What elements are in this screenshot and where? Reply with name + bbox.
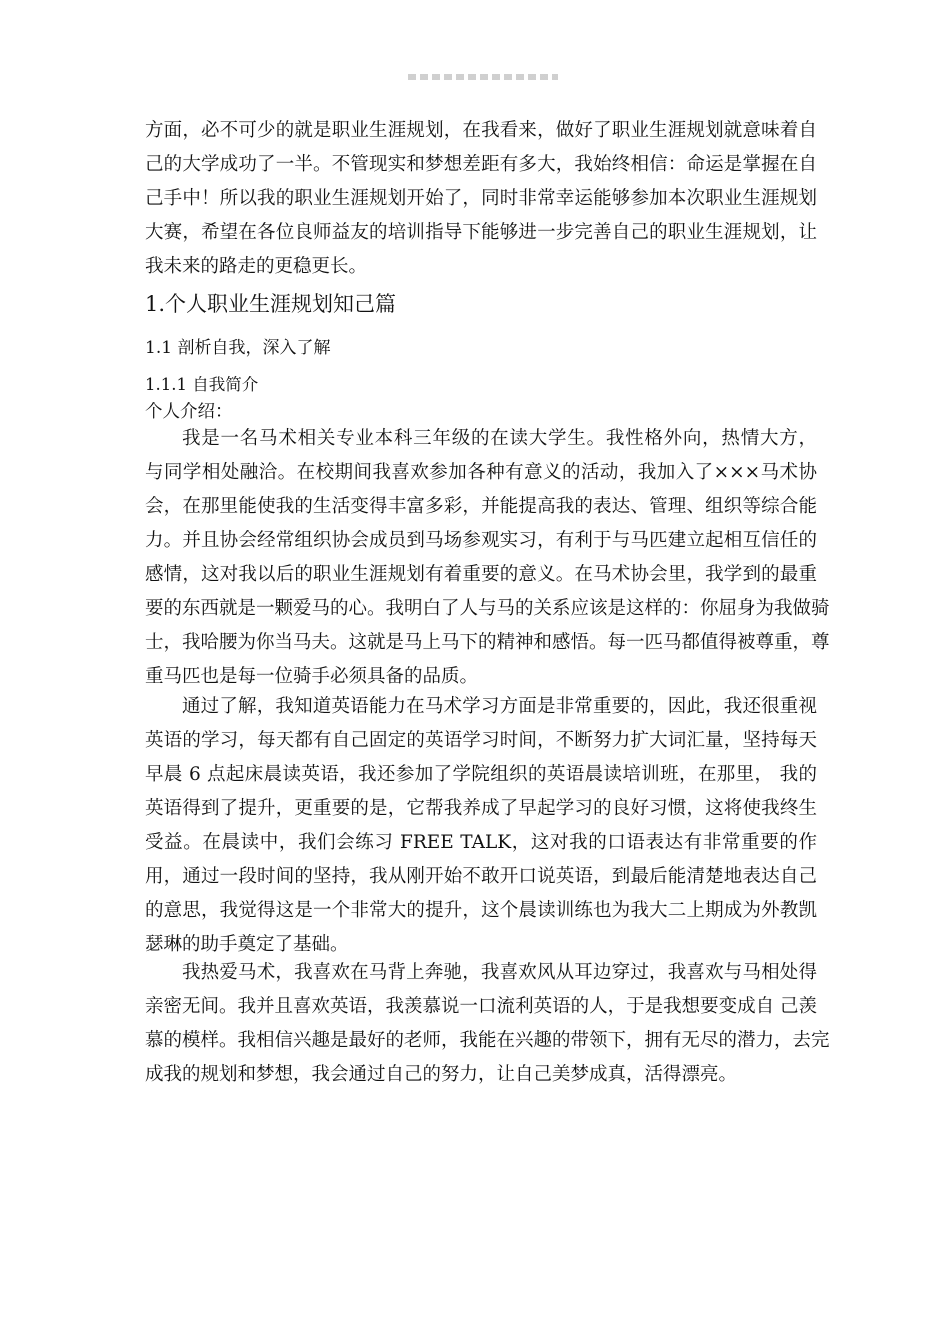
text-line: 受益。在晨读中，我们会练习 FREE TALK，这对我的口语表达有非常重要的作 <box>145 832 817 853</box>
text-line: 重马匹也是每一位骑手必须具备的品质。 <box>145 666 479 687</box>
page-header-mark <box>408 74 558 80</box>
section-heading: 1.个人职业生涯规划知己篇 <box>145 292 397 316</box>
text-line: 己的大学成功了一半。不管现实和梦想差距有多大，我始终相信：命运是掌握在自 <box>145 154 817 175</box>
intro-paragraph <box>145 114 817 284</box>
text-line: 感情，这对我以后的职业生涯规划有着重要的意义。在马术协会里，我学到的最重 <box>145 564 817 585</box>
text-line: 早晨 6 点起床晨读英语，我还参加了学院组织的英语晨读培训班，在那里， 我的 <box>145 764 817 785</box>
text-line: 成我的规划和梦想，我会通过自己的努力，让自己美梦成真，活得漂亮。 <box>145 1064 738 1085</box>
subsection-heading: 1.1 剖析自我，深入了解 <box>145 338 331 358</box>
paragraph-3 <box>145 956 830 1092</box>
text-line: 我热爱马术，我喜欢在马背上奔驰，我喜欢风从耳边穿过，我喜欢与马相处得 <box>182 962 817 983</box>
subsubsection-heading: 1.1.1 自我简介 <box>145 375 259 394</box>
text-line: 我是一名马术相关专业本科三年级的在读大学生。我性格外向，热情大方， <box>182 428 817 449</box>
text-line: 方面，必不可少的就是职业生涯规划，在我看来，做好了职业生涯规划就意味着自 <box>145 120 817 141</box>
paragraph-2 <box>145 690 817 962</box>
text-line: 大赛，希望在各位良师益友的培训指导下能够进一步完善自己的职业生涯规划，让 <box>145 222 817 243</box>
text-line: 我未来的路走的更稳更长。 <box>145 256 368 277</box>
text-line: 瑟琳的助手奠定了基础。 <box>145 934 349 955</box>
text-line: 要的东西就是一颗爱马的心。我明白了人与马的关系应该是这样的：你屈身为我做骑 <box>145 598 830 619</box>
text-line: 英语的学习，每天都有自己固定的英语学习时间，不断努力扩大词汇量，坚持每天 <box>145 730 817 751</box>
text-line: 己手中！所以我的职业生涯规划开始了，同时非常幸运能够参加本次职业生涯规划 <box>145 188 817 209</box>
paragraph-1 <box>145 422 830 694</box>
text-line: 亲密无间。我并且喜欢英语，我羡慕说一口流利英语的人，于是我想要变成自 己羡 <box>145 996 817 1017</box>
text-line: 通过了解，我知道英语能力在马术学习方面是非常重要的，因此，我还很重视 <box>182 696 817 717</box>
text-line: 力。并且协会经常组织协会成员到马场参观实习，有利于与马匹建立起相互信任的 <box>145 530 817 551</box>
text-line: 的意思，我觉得这是一个非常大的提升，这个晨读训练也为我大二上期成为外教凯 <box>145 900 817 921</box>
label-personal-intro: 个人介绍： <box>145 402 233 422</box>
text-line: 慕的模样。我相信兴趣是最好的老师，我能在兴趣的带领下，拥有无尽的潜力，去完 <box>145 1030 830 1051</box>
text-line: 与同学相处融洽。在校期间我喜欢参加各种有意义的活动，我加入了×××马术协 <box>145 462 817 483</box>
text-line: 士，我哈腰为你当马夫。这就是马上马下的精神和感悟。每一匹马都值得被尊重，尊 <box>145 632 830 653</box>
text-line: 用，通过一段时间的坚持，我从刚开始不敢开口说英语，到最后能清楚地表达自己 <box>145 866 817 887</box>
text-line: 会，在那里能使我的生活变得丰富多彩，并能提高我的表达、管理、组织等综合能 <box>145 496 817 517</box>
text-line: 英语得到了提升，更重要的是，它帮我养成了早起学习的良好习惯，这将使我终生 <box>145 798 817 819</box>
